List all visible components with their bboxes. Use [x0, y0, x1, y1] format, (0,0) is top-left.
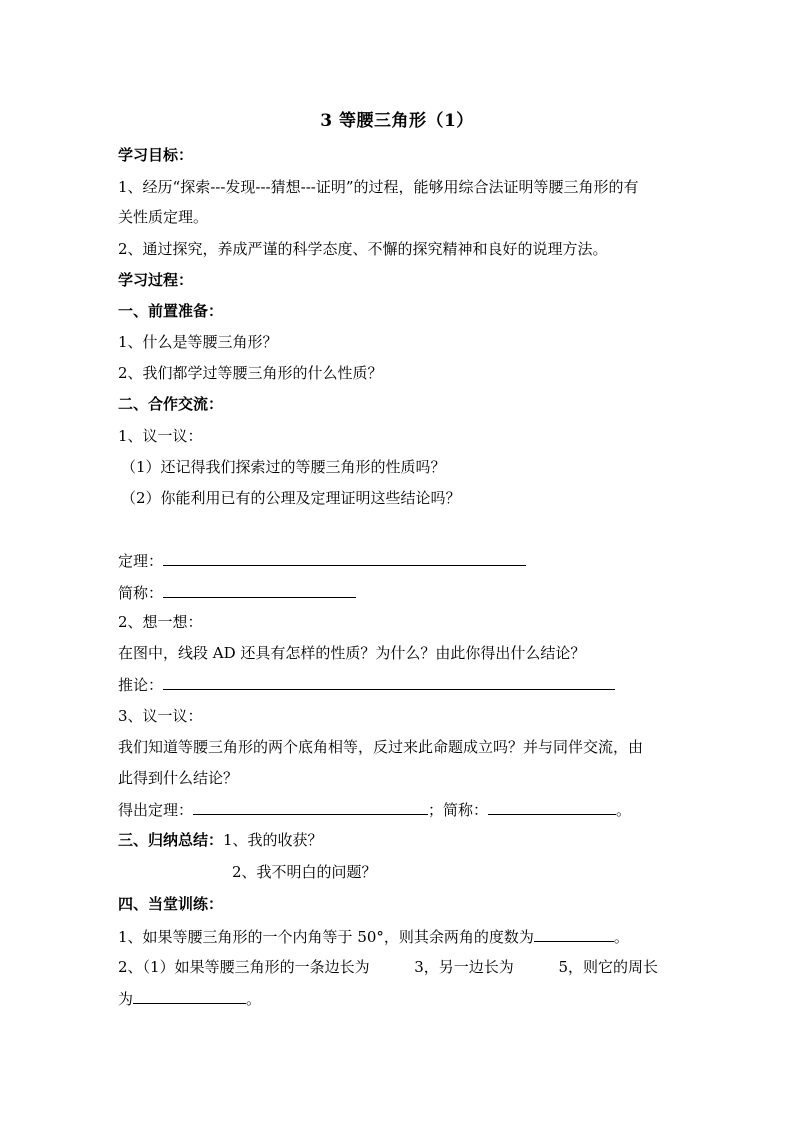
derived-period: 。	[616, 801, 632, 819]
summary-item-1: 1、我的收获？	[223, 831, 323, 849]
section-heading-prep: 一、前置准备：	[118, 302, 224, 320]
think-question: 在图中，线段 AD 还具有怎样的性质？为什么？由此你得出什么结论？	[118, 644, 586, 662]
derived-theorem-label: 得出定理：	[118, 801, 194, 819]
discuss-1-question-1: （1）还记得我们探索过的等腰三角形的性质吗？	[121, 458, 446, 476]
derived-theorem-blank[interactable]	[193, 799, 428, 815]
section-heading-coop: 二、合作交流：	[118, 395, 224, 413]
discuss-3-heading: 3、议一议：	[118, 707, 203, 725]
practice-2-part-1: 2、（1）如果等腰三角形的一条边长为	[118, 958, 370, 976]
discuss-1-question-2: （2）你能利用已有的公理及定理证明这些结论吗？	[121, 489, 461, 507]
corollary-label: 推论：	[118, 676, 164, 694]
practice-1-blank[interactable]	[534, 926, 614, 942]
short-name-blank[interactable]	[163, 582, 356, 598]
derived-theorem-row	[118, 799, 631, 820]
practice-2-part-3: 5，则它的周长	[558, 958, 658, 976]
corollary-blank[interactable]	[163, 674, 615, 690]
goal-1-line-2: 关性质定理。	[118, 208, 209, 226]
summary-row	[118, 830, 323, 850]
page-title: 3 等腰三角形（1）	[320, 111, 474, 131]
section-heading-goals: 学习目标：	[118, 146, 194, 164]
theorem-blank[interactable]	[163, 550, 526, 566]
corollary-row	[118, 674, 615, 695]
think-heading: 2、想一想：	[118, 613, 203, 631]
theorem-row	[118, 550, 526, 571]
practice-2-blank[interactable]	[133, 988, 246, 1004]
goal-1-line-1: 1、经历“探索---发现---猜想---证明”的过程，能够用综合法证明等腰三角形的有	[118, 178, 639, 196]
discuss-3-line-1: 我们知道等腰三角形的两个底角相等，反过来此命题成立吗？并与同伴交流，由	[118, 738, 644, 756]
derived-short-blank[interactable]	[488, 799, 616, 815]
discuss-1-heading: 1、议一议：	[118, 427, 203, 445]
discuss-3-line-2: 此得到什么结论？	[118, 769, 239, 787]
goal-2: 2、通过探究，养成严谨的科学态度、不懈的探究精神和良好的说理方法。	[118, 240, 608, 258]
short-name-row	[118, 582, 356, 603]
summary-item-2: 2、我不明白的问题？	[232, 863, 377, 881]
practice-1-end: 。	[613, 928, 629, 946]
short-name-label: 简称：	[118, 584, 164, 602]
section-heading-process: 学习过程：	[118, 271, 194, 289]
derived-short-label: ；简称：	[428, 801, 489, 819]
practice-2-line-1	[118, 957, 658, 977]
section-heading-summary: 三、归纳总结：	[118, 831, 224, 849]
practice-1-text: 1、如果等腰三角形的一个内角等于 50°，则其余两角的度数为	[118, 928, 534, 946]
practice-2-prefix: 为	[118, 990, 134, 1008]
prep-question-2: 2、我们都学过等腰三角形的什么性质？	[118, 364, 383, 382]
practice-1-row	[118, 926, 629, 947]
practice-2-end: 。	[246, 990, 262, 1008]
prep-question-1: 1、什么是等腰三角形？	[118, 333, 278, 351]
section-heading-practice: 四、当堂训练：	[118, 895, 224, 913]
practice-2-line-2	[118, 988, 261, 1009]
practice-2-part-2: 3，另一边长为	[414, 958, 514, 976]
theorem-label: 定理：	[118, 552, 164, 570]
